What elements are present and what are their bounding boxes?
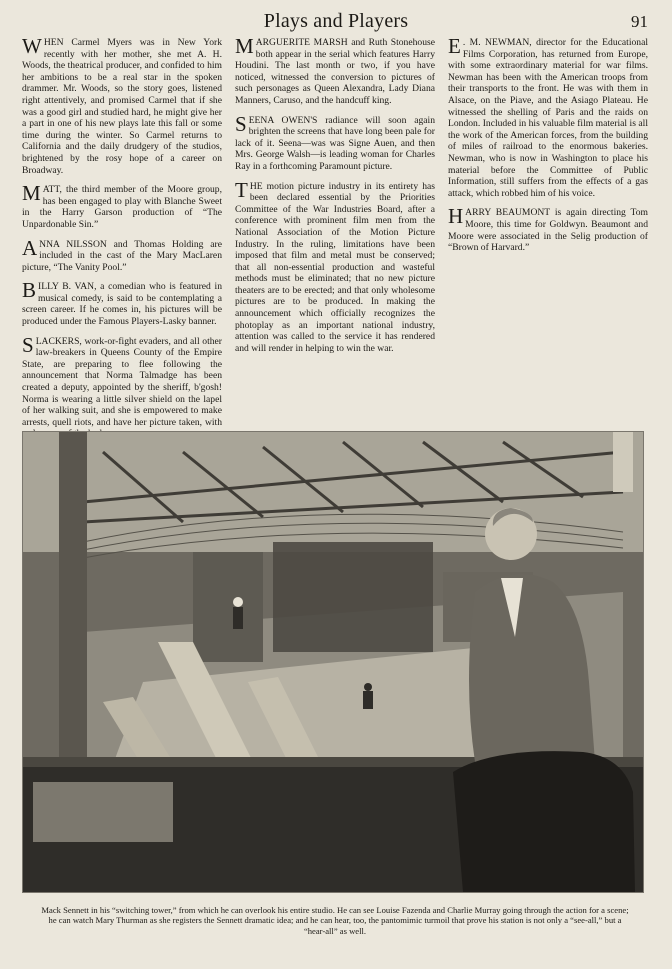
article-billy-van <box>22 278 222 328</box>
page-header <box>0 10 672 34</box>
drop-cap: E <box>448 34 461 58</box>
studio-photograph <box>22 431 644 893</box>
drop-cap: S <box>235 111 247 136</box>
article-text: ARRY BEAUMONT is again directing Tom Moore, this time for Goldwyn. Beaumont and Moore were associated in the Selig production of “Brown of Harvard.” <box>448 207 648 254</box>
article-carmel-myers <box>22 34 222 176</box>
article-anna-nilsson <box>22 235 222 274</box>
drop-cap: H <box>448 204 464 229</box>
drop-cap: A <box>22 235 38 260</box>
studio-photo-illustration <box>23 432 643 892</box>
article-seena-owen <box>235 111 435 173</box>
article-text: NNA NILSSON and Thomas Holding are included in the cast of the Mary MacLaren picture, “The Vanity Pool.” <box>22 238 222 273</box>
article-text: LACKERS, work-or-fight evaders, and all other law-breakers in Queens County of the Empire State, are preparing to flee following the announcement that Norma Talmadge has been created a deputy, appointed by the sheriff, b'gosh! Norma is wearing a little silver shield on the lapel of her walking suit, and she is empowered to make arrests, quell riots, and have her picture taken, with <box>22 335 222 428</box>
article-text: ILLY B. VAN, a comedian who is featured in musical comedy, is said to be contemplating a screen career. If he comes in, his pictures will be produced under the Famous Players-Lasky banner. <box>22 281 222 328</box>
article-motion-picture-industry <box>235 177 435 355</box>
drop-cap: S <box>22 332 34 357</box>
article-text: HEN Carmel Myers was in New York recently with her mother, she met A. H. Woods, the theatrical producer, and confided to him her ambitions to be a real star in the spoken drammer. Mr. Woods, so the story goes, listened right attentively, and promised Carmel that if she was a good girl and studied hard, he might give her a part in one of his new plays late this fall or some time during the winter. So Carmel returns to California and the daily drudgery of the studios, brightened by the rosy hope of a career on Broadway. <box>22 37 222 176</box>
article-slackers <box>22 332 222 440</box>
column-3 <box>448 34 648 448</box>
drop-cap: W <box>22 34 42 58</box>
drop-cap: M <box>22 181 41 206</box>
drop-cap: M <box>235 34 254 58</box>
text-columns <box>22 34 648 428</box>
drop-cap: B <box>22 278 37 303</box>
article-text: ARGUERITE MARSH and Ruth Stonehouse both appear in the serial which features Harry Houdini. The last month or two, if you have noticed, witnessed the conversion to pictures of such personages as Queen Alexandra, Lady Diana Manners, Caruso, and the handcuff king. <box>235 37 435 106</box>
article-harry-beaumont <box>448 204 648 254</box>
column-2 <box>235 34 435 448</box>
drop-cap: T <box>235 177 248 202</box>
article-text: EENA OWEN'S radiance will soon again brighten the screens that have long been pale for lack of it. Seena—was was Signe Auen, and then Mrs. George Walsh—is leading woman for Charles Ray in a forthcoming Paramount picture. <box>235 114 435 172</box>
photo-caption: Mack Sennett in his “switching tower,” from which he can overlook his entire studio. He can see Louise Fazenda and Charlie Murray going through the action for a scene; he can watch Mary Thurman as she registers the Sennett dramatic idea; and he can hear, too, the pantomimic turmoil that prove his station is not only a “see-all,” but a “hear-all” as well. <box>41 904 629 936</box>
article-text: . M. NEWMAN, director for the Educational Films Corporation, has returned from Europe, with some extraordinary material for war films. Newman has been with the American troops from their transports to the front. He was with them in Alsace, on the Piave, and the Asiago Plateau. He witnessed the shelling of Paris and the raids on London. Included in his valuable film material is all the work of the American forces, from the building of miles of railroad to the enormous bakeries. Newman, who is now in Washington to place his material before the Committee of Public Information, still suffers from the effects of a gas attack, which robbed him of his voice. <box>448 37 648 199</box>
article-em-newman <box>448 34 648 199</box>
page-number: 91 <box>631 12 648 31</box>
article-text: HE motion picture industry in its entirety has been declared essential by the Priorities Committee of the War Industries Board, after a conference with prominent film men from the National Association of the Motion Picture Industry. In the ruling, limitations have been imposed that film and metal must be conserved; that all non-essential production and wasteful methods must be eliminated; that no new picture theaters are to be erected; and that only wholesome pictures are to be produced. In making the announcement which officially recognizes the photoplay as an important national industry, attention was called to the service it has rendered and will render in helping to win the war. <box>235 180 435 354</box>
article-marguerite-marsh <box>235 34 435 107</box>
page-title: Plays and Players <box>263 10 409 32</box>
article-matt-moore <box>22 181 222 230</box>
column-1 <box>22 34 222 448</box>
article-text: ATT, the third member of the Moore group, has been engaged to play with Blanche Sweet in the Harry Garson production of “The Unpardonable Sin.” <box>22 184 222 230</box>
